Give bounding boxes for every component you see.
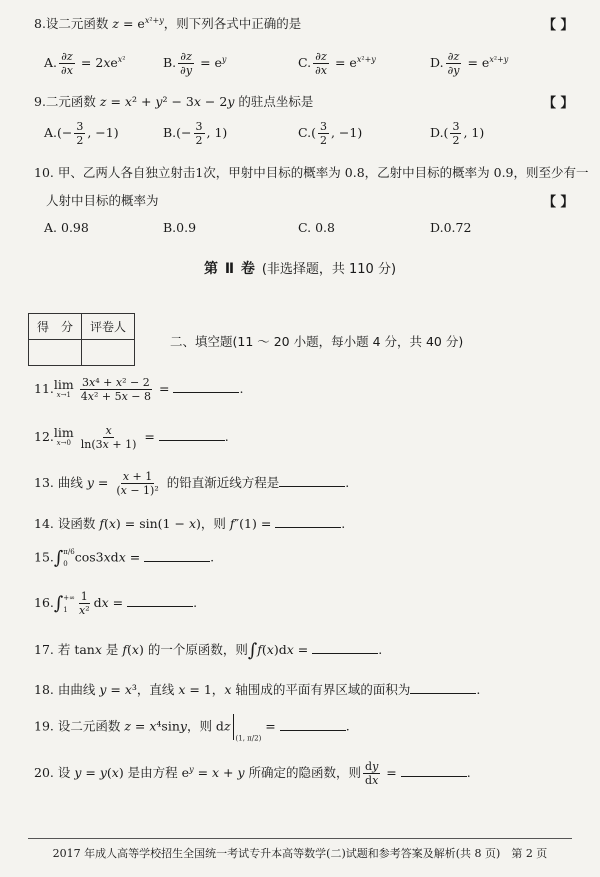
question-16: 16.∫ +∞ 1 $\frac{1}{\text{x²}}$ dx = . (34, 590, 198, 617)
answer-blank-20[interactable] (401, 776, 467, 777)
grader-cell[interactable] (82, 340, 135, 366)
answer-blank-15[interactable] (144, 561, 210, 562)
q10-option-c[interactable]: C. 0.8 (298, 220, 335, 235)
q9-option-b[interactable]: B.(− $\frac{3}{2}$ , 1) (163, 120, 228, 147)
answer-blank-18[interactable] (410, 693, 476, 694)
question-11: 11. lim x→1 $\frac{\text{3x⁴ + x² − 2}}{\text{4x² + 5x − 8}}$ = . (34, 376, 244, 403)
q9-option-a[interactable]: A.(− $\frac{3}{2}$ , −1) (44, 120, 119, 147)
section-title (0, 258, 600, 278)
question-12: 12. lim x→0 $\frac{x}{\ln(3x + 1)}$ = . (34, 424, 229, 451)
q8-option-a[interactable]: A. $\frac{\partial z}{\partial x}$ = $2xe^{x^2}$ (44, 50, 126, 77)
answer-bracket-9[interactable]: 【 】 (543, 96, 574, 111)
fill-in-section-heading: 二、填空题(11 ～ 20 小题，每小题 4 分，共 40 分) (170, 334, 464, 349)
question-19: 19. 设二元函数 z = x⁴siny，则 $dz_{(1, \pi/2)}$ = . (34, 714, 350, 743)
q8-option-c[interactable]: C. $\frac{\partial z}{\partial x}$ = $e^{x^2+y}$ (298, 50, 376, 77)
q10-option-d[interactable]: D.0.72 (430, 220, 472, 235)
answer-bracket-10[interactable]: 【 】 (543, 195, 574, 210)
q10-option-b[interactable]: B.0.9 (163, 220, 197, 235)
question-13: 13. 曲线 y = $\frac{x + 1}{\text{(x − 1)²}}$ 的铅直渐近线方程是 . (34, 470, 350, 497)
question-15: 15.∫ π/6 0 cos3xdx = . (34, 547, 215, 569)
score-table (28, 313, 135, 366)
question-20: 20. 设 y = y(x) 是由方程 $e^y = x + y$ 所确定的隐函数，则 $\frac{dy}{dx}$ = . (34, 760, 471, 787)
answer-blank-16[interactable] (127, 606, 193, 607)
question-8-stem: 8.设二元函数 $z = e^{x^2+y}$，则下列各式中正确的是 (34, 15, 302, 31)
q10-option-a[interactable]: A. 0.98 (44, 220, 89, 235)
q8-option-d[interactable]: D. $\frac{\partial z}{\partial y}$ = $e^{x^2+y}$ (430, 50, 509, 77)
page-footer: 2017 年成人高等学校招生全国统一考试专升本高等数学(二)试题和参考答案及解析(共 8 页) 第 2 页 (28, 838, 572, 861)
question-14: 14. 设函数 f(x) = sin(1 − x)，则 f″(1) = . (34, 516, 346, 531)
answer-blank-13[interactable] (279, 486, 345, 487)
question-9-stem: 9.二元函数 z = x² + y² − 3x − 2y 的驻点坐标是 (34, 94, 314, 109)
section-title-sub: (非选择题，共 110 分) (261, 262, 397, 277)
grader-label: 评卷人 (82, 314, 135, 340)
question-10-line1: 10. 甲、乙两人各自独立射击1次，甲射中目标的概率为 0.8，乙射中目标的概率为 0.9，则至少有一 (34, 165, 589, 180)
answer-bracket-8[interactable]: 【 】 (543, 18, 574, 33)
score-cell[interactable] (29, 340, 82, 366)
question-18: 18. 由曲线 y = x³，直线 x = 1，x 轴围成的平面有界区域的面积为 . (34, 682, 481, 697)
answer-blank-14[interactable] (275, 527, 341, 528)
answer-blank-11[interactable] (173, 392, 239, 393)
score-label: 得 分 (29, 314, 82, 340)
section-title-main: 第 Ⅱ 卷 (203, 261, 256, 277)
answer-blank-19[interactable] (280, 730, 346, 731)
question-17: 17. 若 tanx 是 f(x) 的一个原函数，则∫f(x)dx = . (34, 640, 383, 661)
question-10-line2: 人射中目标的概率为 (46, 193, 159, 208)
q8-option-b[interactable]: B. $\frac{\partial z}{\partial y}$ = $e^y$ (163, 50, 227, 77)
q9-option-d[interactable]: D.( $\frac{3}{2}$ , 1) (430, 120, 485, 147)
q9-option-c[interactable]: C.( $\frac{3}{2}$ , −1) (298, 120, 363, 147)
answer-blank-17[interactable] (312, 653, 378, 654)
answer-blank-12[interactable] (159, 440, 225, 441)
